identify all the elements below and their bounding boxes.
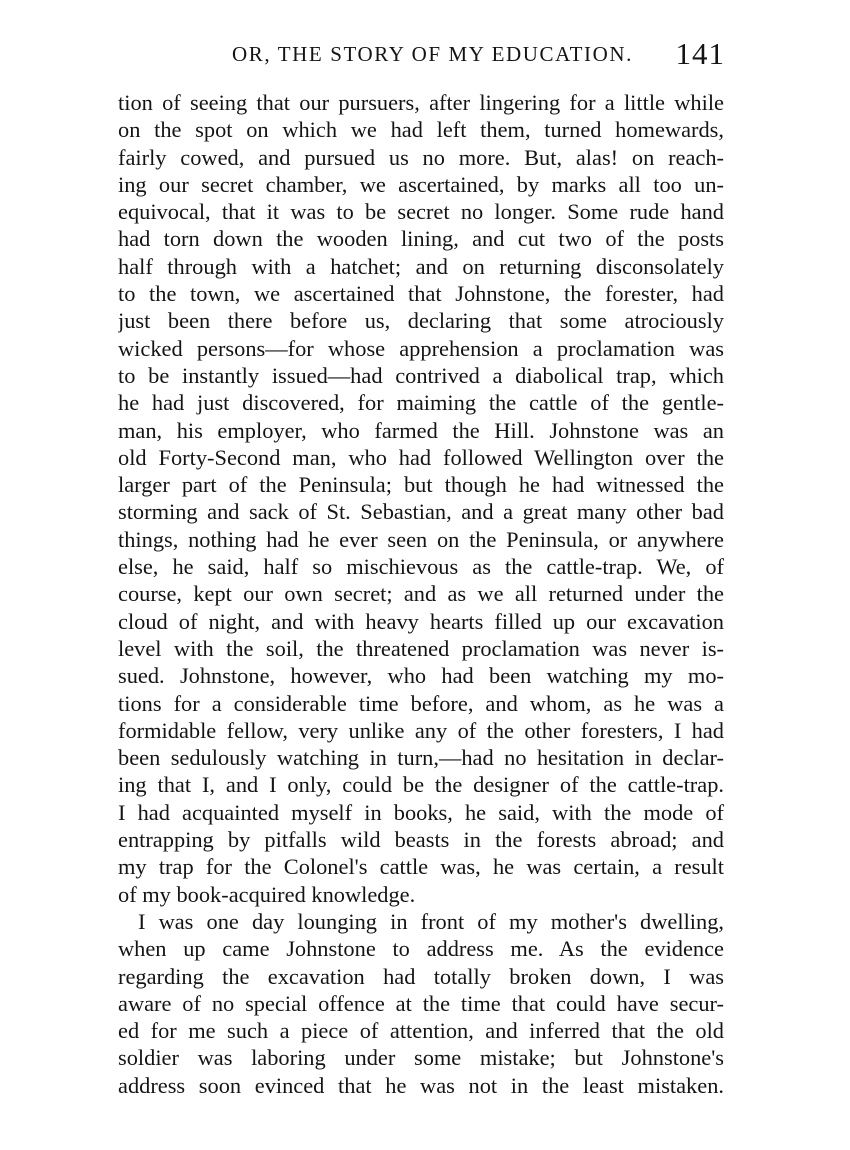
text-line: level with the soil, the threatened proclamation was never is- bbox=[118, 635, 724, 661]
text-line: storming and sack of St. Sebastian, and a great many other bad bbox=[118, 499, 724, 525]
text-line: wicked persons—for whose apprehension a proclamation was bbox=[118, 335, 724, 361]
text-line: formidable fellow, very unlike any of the other foresters, I had bbox=[118, 717, 724, 743]
text-line: when up came Johnstone to address me. As the evidence bbox=[118, 936, 724, 962]
text-line: entrapping by pitfalls wild beasts in the forests abroad; and bbox=[118, 827, 724, 853]
text-line: he had just discovered, for maiming the cattle of the gentle- bbox=[118, 390, 724, 416]
text-line: of my book-acquired knowledge. bbox=[118, 881, 416, 907]
text-line: fairly cowed, and pursued us no more. But, alas! on reach- bbox=[118, 144, 724, 170]
text-line: sued. Johnstone, however, who had been watching my mo- bbox=[118, 663, 724, 689]
text-line: to be instantly issued—had contrived a diabolical trap, which bbox=[118, 362, 724, 388]
text-line: old Forty-Second man, who had followed Wellington over the bbox=[118, 444, 724, 470]
text-line: course, kept our own secret; and as we all returned under the bbox=[118, 581, 724, 607]
text-line: larger part of the Peninsula; but though he had witnessed the bbox=[118, 472, 724, 498]
text-line: cloud of night, and with heavy hearts filled up our excavation bbox=[118, 608, 724, 634]
text-line: things, nothing had he ever seen on the Peninsula, or anywhere bbox=[118, 526, 724, 552]
text-line: I was one day lounging in front of my mother's dwelling, bbox=[138, 908, 724, 934]
running-title: OR, THE STORY OF MY EDUCATION. bbox=[232, 42, 633, 66]
text-line: on the spot on which we had left them, turned homewards, bbox=[118, 117, 724, 143]
text-line: ing our secret chamber, we ascertained, by marks all too un- bbox=[118, 171, 724, 197]
text-line: tions for a considerable time before, and whom, as he was a bbox=[118, 690, 724, 716]
text-line: my trap for the Colonel's cattle was, he was certain, a result bbox=[118, 854, 724, 880]
page-number: 141 bbox=[675, 36, 725, 71]
text-line: regarding the excavation had totally broken down, I was bbox=[118, 963, 724, 989]
text-line: ing that I, and I only, could be the designer of the cattle-trap. bbox=[118, 772, 724, 798]
text-line: tion of seeing that our pursuers, after lingering for a little while bbox=[118, 90, 724, 115]
text-line: to the town, we ascertained that Johnstone, the forester, had bbox=[118, 281, 724, 307]
running-head bbox=[120, 36, 725, 72]
text-line: half through with a hatchet; and on returning disconsolately bbox=[118, 253, 724, 279]
text-line: aware of no special offence at the time that could have secur- bbox=[118, 990, 724, 1016]
paragraph-2 bbox=[118, 908, 724, 1099]
text-line: just been there before us, declaring that some atrociously bbox=[118, 308, 724, 334]
text-line: equivocal, that it was to be secret no longer. Some rude hand bbox=[118, 199, 724, 225]
text-line: had torn down the wooden lining, and cut two of the posts bbox=[118, 226, 724, 252]
text-line: been sedulously watching in turn,—had no hesitation in declar- bbox=[118, 745, 724, 771]
text-line: address soon evinced that he was not in the least mistaken. bbox=[118, 1072, 724, 1098]
text-line: else, he said, half so mischievous as the cattle-trap. We, of bbox=[118, 554, 724, 580]
text-line: man, his employer, who farmed the Hill. Johnstone was an bbox=[118, 417, 724, 443]
paragraph-1 bbox=[118, 89, 724, 908]
text-line: ed for me such a piece of attention, and inferred that the old bbox=[118, 1018, 724, 1044]
text-line: I had acquainted myself in books, he said, with the mode of bbox=[118, 799, 724, 825]
text-line: soldier was laboring under some mistake; but Johnstone's bbox=[118, 1045, 724, 1071]
body-text bbox=[118, 89, 724, 1099]
